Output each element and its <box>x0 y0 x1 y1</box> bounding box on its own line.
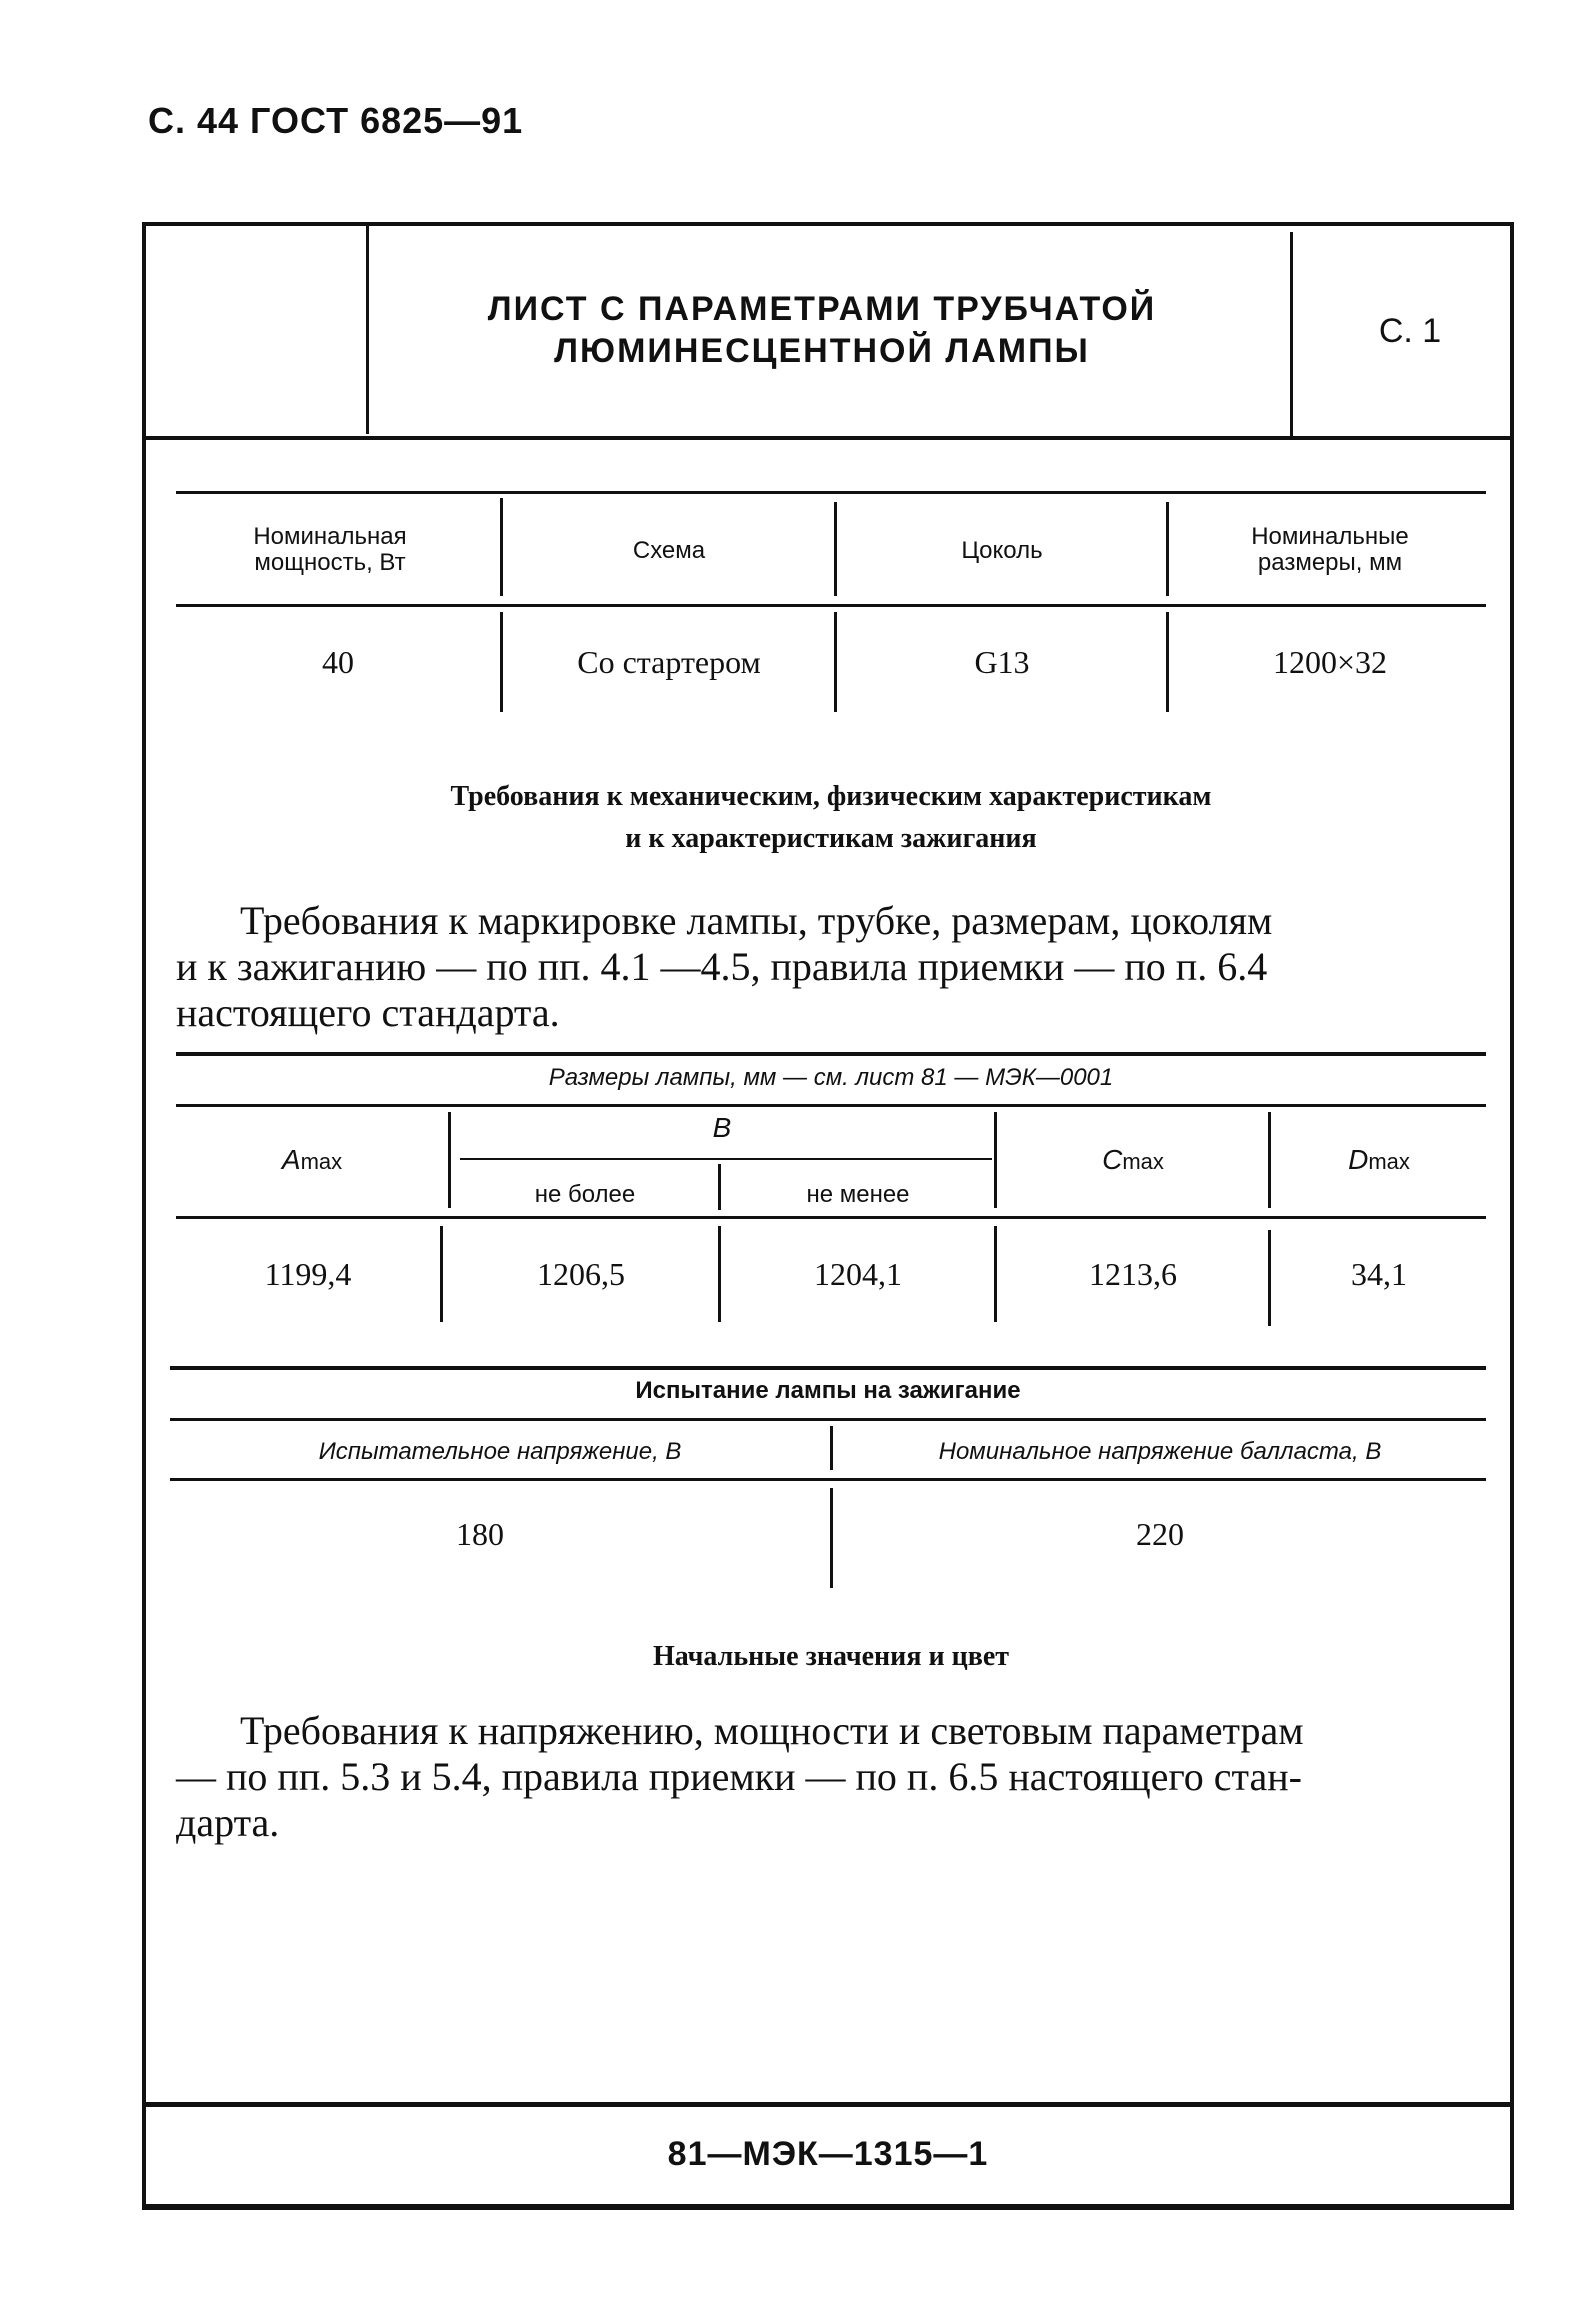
a-max-sub: max <box>300 1149 343 1174</box>
section2-para-line1: Требования к напряжению, мощности и световым параметрам <box>240 1708 1304 1753</box>
dims-table-top-rule <box>176 1052 1486 1056</box>
d-max-sub: max <box>1368 1149 1410 1174</box>
section2-title: Начальные значения и цвет <box>652 1641 1010 1672</box>
section1-title-line1: Требования к механическим, физическим характеристикам <box>450 781 1212 812</box>
a-letter: A <box>281 1144 301 1175</box>
header-base: Цоколь <box>961 537 1043 564</box>
section1-para-line3: настоящего стандарта. <box>176 990 560 1035</box>
header-power-line1: Номинальная <box>253 523 407 550</box>
cell-d-max: 34,1 <box>1351 1256 1407 1292</box>
section2-paragraph <box>176 1708 1496 1846</box>
dims-col-divider-4b <box>1268 1230 1271 1326</box>
cell-power: 40 <box>322 644 354 680</box>
cell-dims: 1200×32 <box>1272 644 1388 680</box>
header-power-line2: мощность, Вт <box>254 549 406 576</box>
dims-col-divider-1b <box>440 1226 443 1322</box>
d-letter: D <box>1348 1144 1369 1175</box>
dims-caption: Размеры лампы, мм — см. лист 81 — МЭК—0001 <box>548 1064 1114 1091</box>
section2-para-line3: дарта. <box>176 1800 280 1845</box>
main-col-divider-1 <box>500 498 503 596</box>
main-col-divider-2 <box>834 502 837 596</box>
sheet-title-line2: ЛЮМИНЕСЦЕНТНОЙ ЛАМПЫ <box>554 332 1090 370</box>
title-divider-left <box>366 222 369 434</box>
dims-col-divider-3 <box>994 1112 997 1208</box>
header-b: B <box>712 1112 732 1143</box>
header-d-max <box>1272 1144 1486 1176</box>
footer-rule <box>142 2102 1514 2107</box>
sheet-page-number: С. 1 <box>1378 312 1442 350</box>
header-b-max: не более <box>534 1181 636 1208</box>
main-table-top-rule <box>176 491 1486 494</box>
cell-ballast-voltage: 220 <box>1136 1516 1184 1552</box>
main-col-divider-2b <box>834 612 837 712</box>
ignition-table-top-rule <box>170 1366 1486 1370</box>
main-col-divider-1b <box>500 612 503 712</box>
sheet-footer-code: 81—МЭК—1315—1 <box>667 2135 989 2173</box>
ignition-ballast-voltage-label: Номинальное напряжение балласта, В <box>938 1438 1382 1465</box>
page-header: С. 44 ГОСТ 6825—91 <box>148 100 524 141</box>
ignition-caption-rule <box>170 1418 1486 1421</box>
main-col-divider-3b <box>1166 612 1169 712</box>
dims-col-divider-2 <box>718 1164 721 1210</box>
ignition-col-divider-b <box>830 1488 833 1588</box>
cell-b-max: 1206,5 <box>537 1256 625 1292</box>
cell-scheme: Со стартером <box>577 644 761 680</box>
section1-para-line2: и к зажиганию — по пп. 4.1 —4.5, правила приемки — по п. 6.4 <box>176 944 1268 989</box>
section1-para-line1: Требования к маркировке лампы, трубке, размерам, цоколям <box>240 898 1273 943</box>
ignition-caption: Испытание лампы на зажигание <box>635 1377 1021 1404</box>
main-col-divider-3 <box>1166 502 1169 596</box>
ignition-test-voltage-label: Испытательное напряжение, В <box>318 1438 682 1465</box>
header-power <box>200 524 460 576</box>
sheet-title-line1: ЛИСТ С ПАРАМЕТРАМИ ТРУБЧАТОЙ <box>487 290 1157 328</box>
section1-title <box>176 776 1486 860</box>
header-dims-line1: Номинальные <box>1251 523 1409 550</box>
dims-caption-rule <box>176 1104 1486 1107</box>
cell-test-voltage: 180 <box>456 1516 504 1552</box>
dims-header-rule <box>176 1216 1486 1219</box>
cell-c-max: 1213,6 <box>1089 1256 1177 1292</box>
header-scheme: Схема <box>632 537 706 564</box>
header-b-min: не менее <box>806 1181 910 1208</box>
header-a-max <box>176 1144 448 1176</box>
c-max-sub: max <box>1122 1149 1164 1174</box>
section1-title-line2: и к характеристикам зажигания <box>625 823 1037 854</box>
cell-base: G13 <box>974 644 1030 680</box>
cell-a-max: 1199,4 <box>264 1256 352 1292</box>
cell-b-min: 1204,1 <box>814 1256 902 1292</box>
section1-paragraph <box>176 898 1496 1036</box>
header-dims-line2: размеры, мм <box>1257 549 1403 576</box>
section2-para-line2: — по пп. 5.3 и 5.4, правила приемки — по п. 6.5 настоящего стан- <box>176 1754 1302 1799</box>
title-divider-right <box>1290 232 1293 438</box>
dims-col-divider-2b <box>718 1226 721 1322</box>
ignition-col-divider <box>830 1426 833 1470</box>
dims-col-divider-3b <box>994 1226 997 1322</box>
header-dims <box>1170 524 1490 576</box>
ignition-header-rule <box>170 1478 1486 1481</box>
title-bottom-rule <box>142 436 1514 440</box>
header-c-max <box>998 1144 1268 1176</box>
dims-b-rule <box>460 1158 992 1160</box>
c-letter: C <box>1102 1144 1123 1175</box>
dims-col-divider-4 <box>1268 1112 1271 1208</box>
dims-col-divider-1 <box>448 1112 451 1208</box>
sheet-title <box>372 288 1272 372</box>
main-table-header-rule <box>176 604 1486 607</box>
